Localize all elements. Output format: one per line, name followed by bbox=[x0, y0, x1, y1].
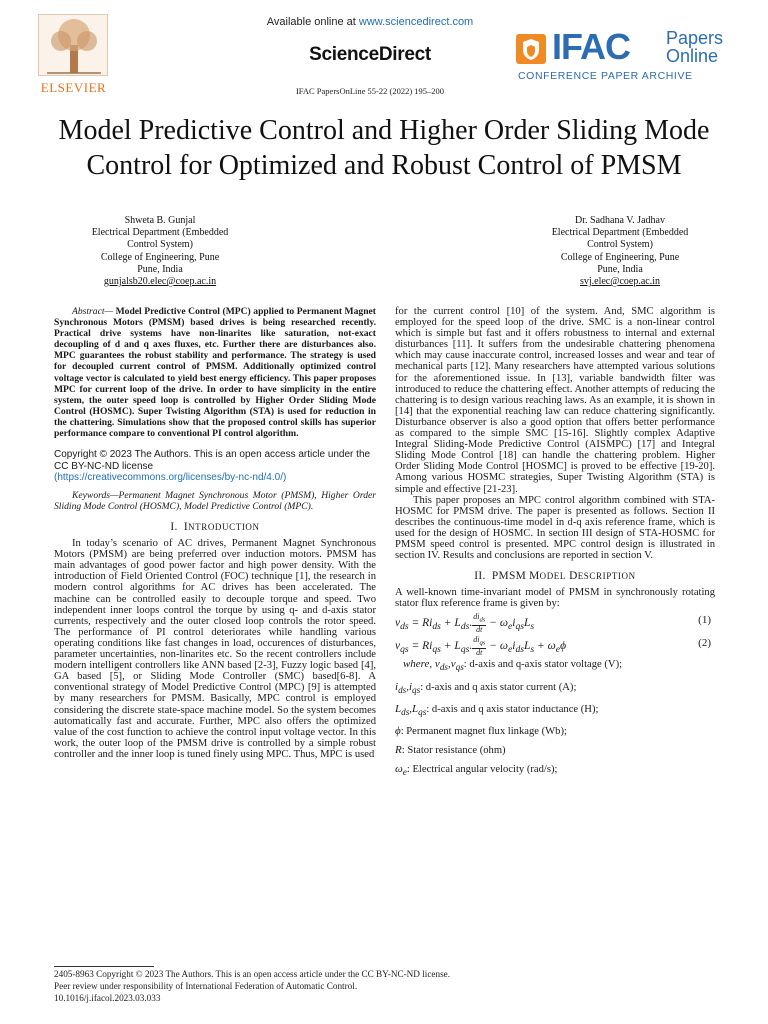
section-title-rest: NTRODUCTION bbox=[188, 522, 260, 533]
paper-title: Model Predictive Control and Higher Order Sliding Mode Control for Optimized and Robust Control of PMSM bbox=[58, 115, 710, 181]
equation-2 bbox=[395, 634, 715, 655]
copyright-notice bbox=[54, 449, 376, 484]
sciencedirect-brand: ScienceDirect bbox=[309, 44, 431, 65]
definition-voltage: where, $v_{ds},v_{qs}$: d-axis and q-axis stator voltage (V); bbox=[402, 658, 623, 673]
definition-text: : d-axis and q axis stator inductance (H); bbox=[426, 703, 599, 715]
definition-text: d-axis and q-axis stator voltage (V); bbox=[466, 659, 623, 671]
papers-word: Papers bbox=[666, 28, 724, 48]
author-block-2 bbox=[510, 215, 730, 288]
papers-online-wordmark bbox=[666, 29, 723, 65]
paper-outline-paragraph: This paper proposes an MPC control algorithm combined with STA-HOSMC for PMSM drive. The paper is presented as follows. Section II describes the continuous-time model in d-q axis reference frame, which is used for the design of HOSMC. In section III design of STA-HOSMC for PMSM speed control is presented. MPC control design is illustrated in section IV. Results and conclusions are reported in section V. bbox=[395, 494, 715, 562]
author-city: Pune, India bbox=[137, 263, 183, 275]
keywords: Keywords—Permanent Magnet Synchronous Motor (PMSM), Higher Order Sliding Mode Control (HOSMC), Model Predictive Control (MPC). bbox=[54, 489, 376, 512]
ifac-emblem-icon bbox=[516, 34, 546, 64]
definition-text: : Stator resistance (ohm) bbox=[401, 744, 506, 756]
definition-flux: ϕ: Permanent magnet flux linkage (Wb); bbox=[395, 724, 567, 737]
author-email[interactable]: gunjalsb20.elec@coep.ac.in bbox=[103, 276, 217, 288]
definition-text: : d-axis and q axis stator current (A); bbox=[420, 681, 577, 693]
right-column bbox=[395, 306, 715, 782]
author-dept: Electrical Department (Embedded bbox=[551, 227, 689, 239]
section-title-rest: ESCRIPTION bbox=[577, 571, 636, 582]
online-word: Online bbox=[666, 46, 719, 66]
author-dept-cont: Control System) bbox=[127, 239, 193, 251]
elsevier-logo bbox=[26, 14, 121, 94]
abstract bbox=[54, 306, 376, 439]
available-prefix: Available online at bbox=[266, 16, 359, 28]
journal-reference: IFAC PapersOnLine 55-22 (2022) 195–200 bbox=[295, 86, 445, 96]
available-online bbox=[220, 16, 520, 28]
definition-resistance: R: Stator resistance (ohm) bbox=[395, 743, 506, 756]
section-title-cap: PMSM M bbox=[491, 570, 540, 583]
section-number: I. bbox=[170, 521, 178, 534]
author-block-1 bbox=[60, 215, 260, 288]
author-name: Shweta B. Gunjal bbox=[124, 215, 196, 226]
footer-peer-review: Peer review under responsibility of International Federation of Automatic Control. bbox=[54, 981, 358, 992]
copyright-text: Copyright © 2023 The Authors. This is an open access article under the CC BY-NC-ND license bbox=[54, 449, 371, 472]
introduction-paragraph: In today’s scenario of AC drives, Permanent Magnet Synchronous Motors (PMSM) are being preferred over induction motors. PMSM has main advantages of good power factor and high power density. With the introduction of Field Oriented Control (FOC) technique [1], the research in modern control algorithms for AC drives has been accelerated. The machine can be controlled easily to decouple torque and speed. Two independent inner loops control the torque by using q- and d-axis stator currents, respectively and the outer closed loop controls the rotor speed. The performance of PI control deteriorates while handling various operating conditions like fast changes in load, occurences of disturbances, parameter uncertainties, non-linarites etc. So the recent controllers include modern intelligent controllers like ANN based [2-3], Fuzzy logic based [4], GA based [5], or Sliding Mode Controller (SMC) based[6-8]. A conventional strategy of Model Predictive Control (MPC) [9] is attempted by many researchers for PMSM. Basically, MPC control is employed considering the discrete state-space machine model. So the system becomes automatically fast and accurate. Further, MPC also offers the optimized value of the cost function to achieve the control input voltage vector. In this work, the outer loop of the PMSM drive is controlled by a simple robust controller and the inner loop is tuned finely using MPC. Thus, MPC is used bbox=[54, 538, 376, 760]
author-college: College of Engineering, Pune bbox=[100, 251, 220, 263]
section-heading-introduction bbox=[54, 520, 376, 534]
section-title-cap: I bbox=[183, 521, 189, 534]
elsevier-wordmark: ELSEVIER bbox=[40, 80, 107, 95]
author-city: Pune, India bbox=[597, 263, 643, 275]
equation-vds: $v_{ds} = Ri_{ds} + L_{ds}$. $\frac{di_{ds}}{dt}$ − $\omega_ei_{qs}L_s$ bbox=[395, 612, 535, 634]
equation-vqs: $v_{qs} = Ri_{qs} + L_{qs}$. $\frac{di_{qs}}{dt}$ − $\omega_ei_{ds}L_s + \omega_e\phi$ bbox=[395, 635, 567, 657]
page-footer bbox=[54, 968, 714, 1005]
definition-text: : Permanent magnet flux linkage (Wb); bbox=[400, 725, 567, 737]
equation-1 bbox=[395, 611, 715, 632]
section-heading-pmsm-model bbox=[395, 569, 715, 583]
section-number: II. bbox=[474, 570, 486, 583]
section-title-cap: D bbox=[569, 570, 578, 583]
abstract-text: Model Predictive Control (MPC) applied to Permanent Magnet Synchronous Motors (PMSM) based drives is being researched recently. Practical drive systems have non-linarites like saturation, not-exact decoupling of d and q axes fluxes, etc. Further there are disturbances also. MPC guarantees the robust stability and performance. The strategy is used for decoupled current control of PMSM. Additionally optimized control voltage vector is calculated to yield best energy efficiency. This paper proposes MPC for current loop of the drive. In order to have simplicity in the entire system, the outer speed loop is controlled by Higher Order Sliding Mode Control (HOSMC). Super Twisting Algorithm (STA) is used for reduction in the chattering. Simulations show that the proposed control skills has superior performance compare to conventional PI control algorithm. bbox=[54, 306, 376, 440]
definition-text: : Electrical angular velocity (rad/s); bbox=[406, 763, 558, 775]
definition-inductance: $L_{ds},L_{qs}$: d-axis and q axis stator inductance (H); bbox=[395, 702, 599, 717]
author-name: Dr. Sadhana V. Jadhav bbox=[575, 215, 665, 226]
footer-doi[interactable]: 10.1016/j.ifacol.2023.03.033 bbox=[54, 993, 161, 1004]
model-intro: A well-known time-invariant model of PMSM in synchronously rotating stator flux reference frame is given by: bbox=[395, 587, 715, 610]
footer-issn-license: 2405-8963 Copyright © 2023 The Authors. This is an open access article under the CC BY-NC-ND license. bbox=[54, 969, 451, 979]
section-title-rest: ODEL bbox=[539, 571, 567, 582]
author-college: College of Engineering, Pune bbox=[560, 251, 680, 263]
definition-angular-velocity: $\omega_e$: Electrical angular velocity (rad/s); bbox=[395, 762, 558, 778]
author-dept: Electrical Department (Embedded bbox=[91, 227, 229, 239]
footer-divider bbox=[54, 966, 154, 967]
equation-number: (1) bbox=[698, 614, 711, 627]
ifac-wordmark: IFAC bbox=[552, 26, 631, 67]
left-column bbox=[54, 306, 376, 760]
abstract-label: Abstract— bbox=[72, 306, 114, 317]
conference-archive-label: CONFERENCE PAPER ARCHIVE bbox=[518, 70, 693, 82]
elsevier-tree-icon bbox=[38, 14, 108, 76]
sciencedirect-link[interactable]: www.sciencedirect.com bbox=[358, 16, 474, 28]
equation-number: (2) bbox=[698, 637, 711, 650]
author-dept-cont: Control System) bbox=[587, 239, 653, 251]
definition-current: $i_{ds},i_{qs}$: d-axis and q axis stator current (A); bbox=[395, 680, 577, 695]
license-link[interactable]: (https://creativecommons.org/licenses/by-nc-nd/4.0/) bbox=[54, 472, 287, 484]
ifac-papersonline-logo bbox=[516, 28, 756, 86]
page-header bbox=[0, 0, 768, 106]
author-email[interactable]: svj.elec@coep.ac.in bbox=[579, 276, 660, 288]
introduction-continued: for the current control [10] of the system. And, SMC algorithm is employed for the speed loop of the drive. SMC is a non-linear control which is simple but fast and it offers robustness to internal and external disturbances [11]. It suffers from the undesirable chattering phenomena which may cause inaccurate control, increased losses and wear and tear of mechanical parts [12]. Many researchers have attempted various solutions for the aforementioned issue. In [13], variable bandwidth filter was introduced to reduce the chattering effect. Another attempts of reducing the chattering is to design various reaching laws. As an example, it is shown in [14] that the exponential reaching law can reduce chattering significantly. Disturbance observer is also a good option that offers better performance as compared to the simple SMC [15-16]. Slightly complex Adaptive Integral Sliding-Mode Predictive Control (AISMPC) [17] and Integral Sliding Mode Control [18] can handle the chattering problem. Higher Order Sliding Mode Control [HOSMC] is proved to be effective [19-20]. Among various HOSMC strategies, Super Twisting Algorithm (STA) is simple and effective [21-23]. bbox=[395, 306, 715, 495]
variable-definitions bbox=[395, 655, 715, 782]
